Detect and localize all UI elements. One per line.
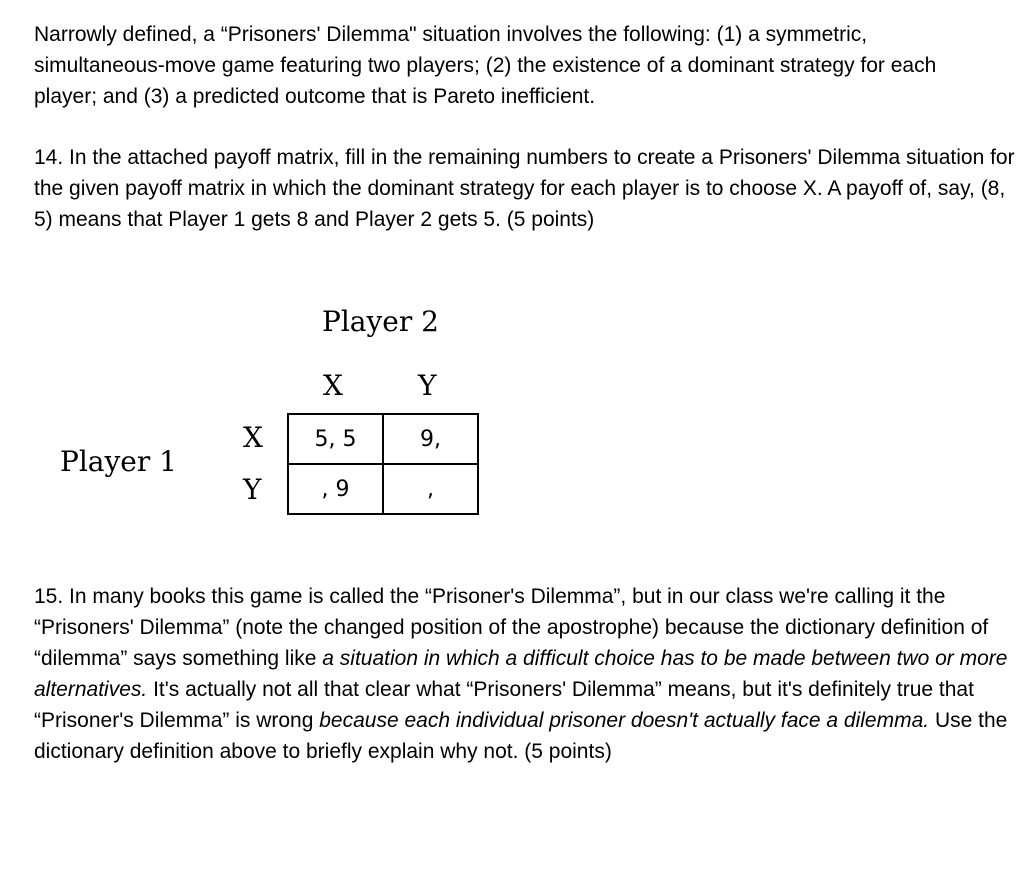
question-15-part-1: 15. In many books this game is called the “Prisoner's Dilemma”, but in our class we're calling it the “Prisoners' Dilemma” (note the changed position of the apostrophe) because the dictionary definition of “dilemma” says something like [34, 585, 989, 670]
question-15-part-2: It's actually not all that clear what “Prisoners' Dilemma” means, but it's definitely true that “Prisoner's Dilemma” is wrong [34, 678, 974, 732]
question-15-part-3: Use the dictionary definition above to briefly explain why not. (5 points) [34, 709, 1008, 763]
payoff-cell-yx: , 9 [288, 464, 383, 514]
payoff-cell-yy: , [383, 464, 478, 514]
row-label-y: Y [243, 473, 262, 506]
payoff-row-x [288, 414, 478, 464]
player-1-label: Player 1 [60, 445, 177, 478]
column-label-y: Y [418, 369, 437, 402]
question-15-text [34, 581, 1024, 767]
question-15-italic-2: because each individual prisoner doesn't actually face a dilemma. [319, 709, 930, 732]
question-15-italic-1: a situation in which a difficult choice has to be made between two or more alternatives. [34, 647, 1008, 701]
payoff-matrix [287, 413, 479, 515]
row-label-x: X [243, 421, 263, 454]
payoff-row-y [288, 464, 478, 514]
question-14-text: 14. In the attached payoff matrix, fill in the remaining numbers to create a Prisoners' Dilemma situation for the given payoff matrix in which the dominant strategy for each player is to choose X. A payoff of, say, (8, 5) means that Player 1 gets 8 and Player 2 gets 5. (5 points) [34, 146, 1015, 231]
column-label-x: X [323, 369, 343, 402]
payoff-cell-xx: 5, 5 [288, 414, 383, 464]
player-2-label: Player 2 [322, 305, 439, 338]
payoff-cell-xy: 9, [383, 414, 478, 464]
intro-paragraph: Narrowly defined, a “Prisoners' Dilemma" situation involves the following: (1) a symmetric, simultaneous-move game featuring two players; (2) the existence of a dominant strategy for each player; and (3) a predicted outcome that is Pareto inefficient. [34, 23, 937, 108]
